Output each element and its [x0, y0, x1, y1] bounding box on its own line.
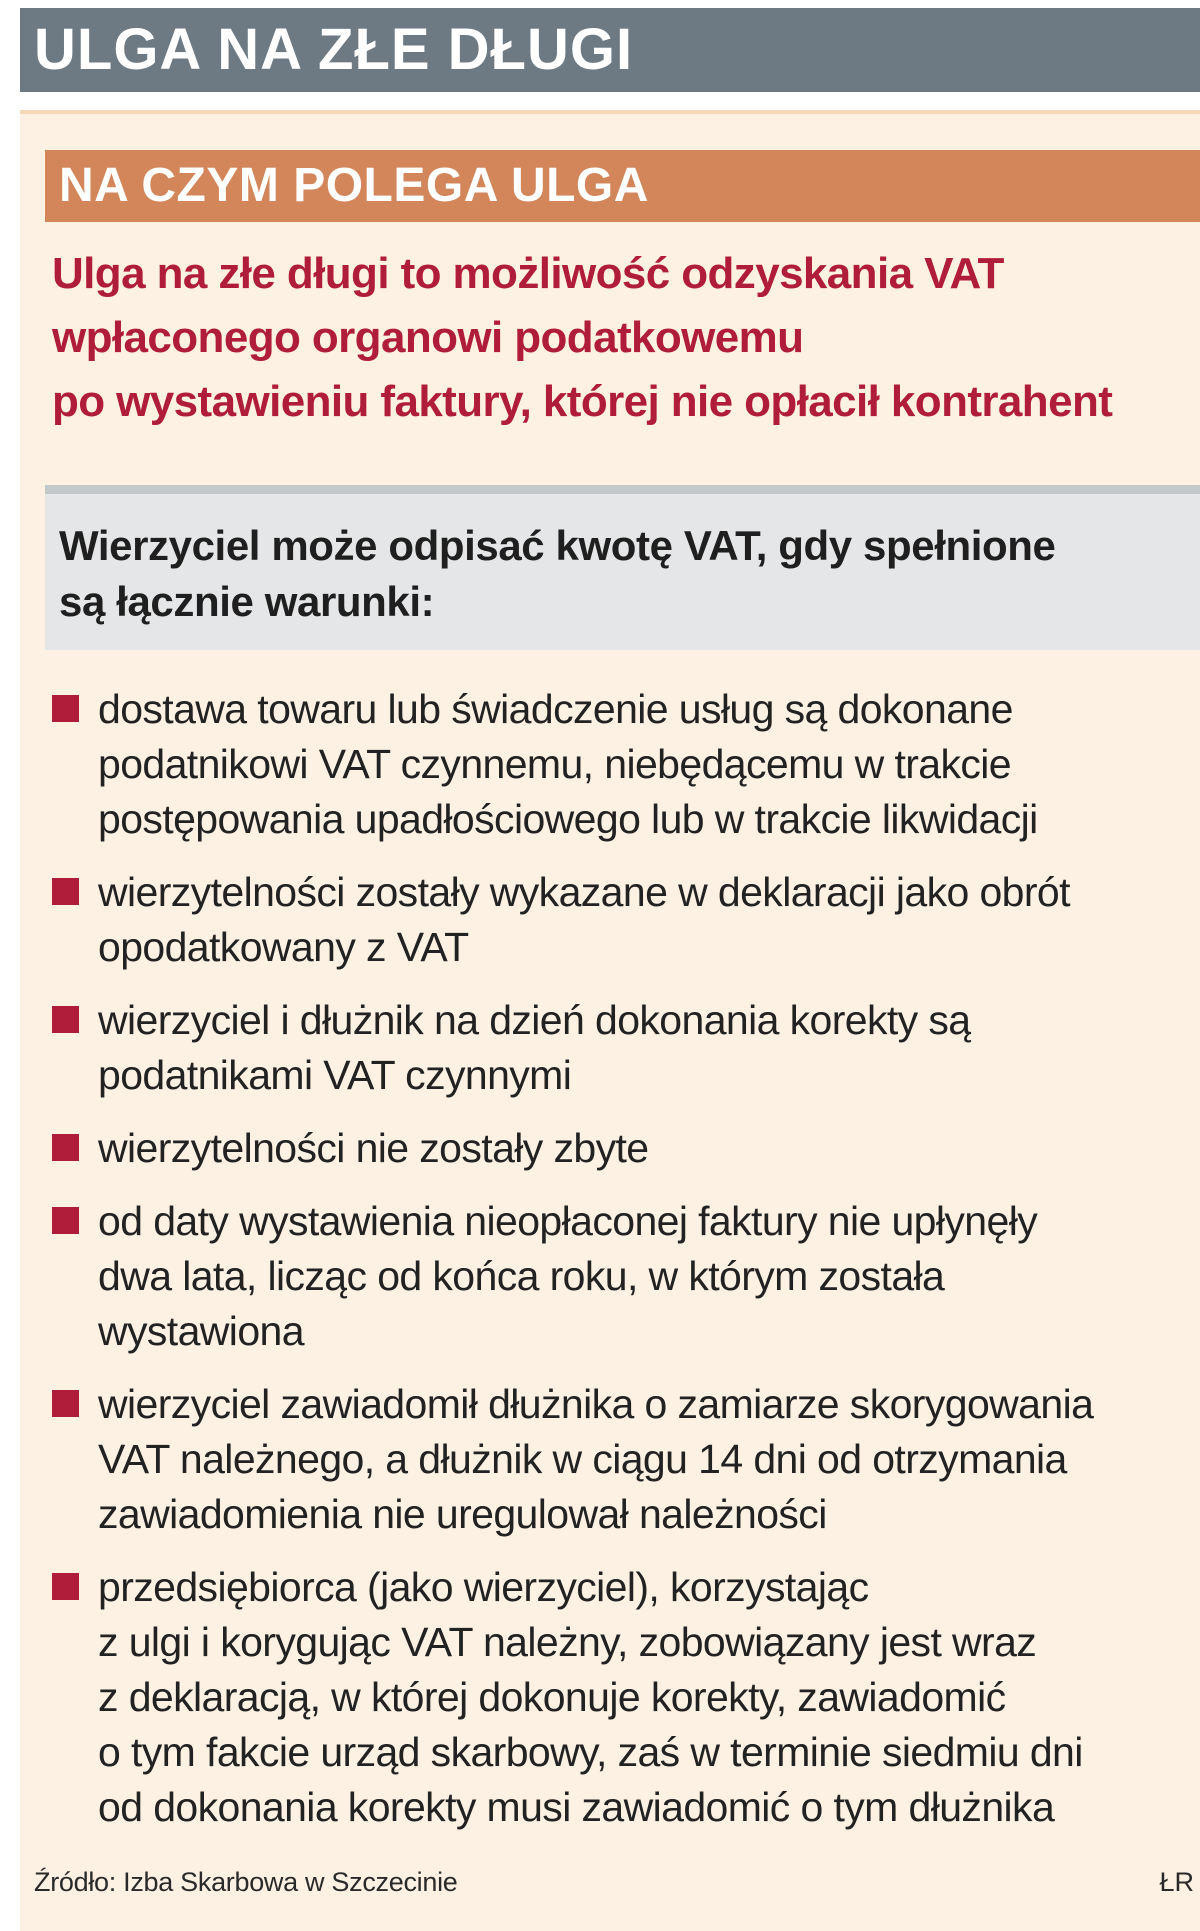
- conditions-list: [52, 682, 1197, 1853]
- source-credit: Źródło: Izba Skarbowa w Szczecinie: [34, 1867, 458, 1897]
- intro-text: [52, 242, 1197, 434]
- list-item: [52, 1560, 1197, 1835]
- square-bullet-icon: [52, 1134, 79, 1161]
- author-signature: ŁR: [1159, 1867, 1194, 1897]
- intro-line: po wystawieniu faktury, której nie opłacił kontrahent: [52, 377, 1113, 426]
- list-item-line: wystawiona: [98, 1308, 304, 1354]
- list-item: [52, 682, 1197, 847]
- list-item: [52, 993, 1197, 1103]
- square-bullet-icon: [52, 1006, 79, 1033]
- list-item: [52, 1194, 1197, 1359]
- list-item-line: z ulgi i korygując VAT należny, zobowiązany jest wraz: [98, 1619, 1037, 1665]
- list-item-line: wierzytelności nie zostały zbyte: [98, 1125, 649, 1171]
- list-item-line: podatnikami VAT czynnymi: [98, 1052, 572, 1098]
- list-item-line: od dokonania korekty musi zawiadomić o tym dłużnika: [98, 1784, 1055, 1830]
- list-item-line: postępowania upadłościowego lub w trakcie likwidacji: [98, 796, 1038, 842]
- list-item-line: dostawa towaru lub świadczenie usług są dokonane: [98, 686, 1013, 732]
- list-item-line: opodatkowany z VAT: [98, 924, 469, 970]
- square-bullet-icon: [52, 1573, 79, 1600]
- list-item-line: o tym fakcie urząd skarbowy, zaś w terminie siedmiu dni: [98, 1729, 1083, 1775]
- list-item-line: wierzytelności zostały wykazane w deklaracji jako obrót: [98, 869, 1070, 915]
- list-item-line: wierzyciel zawiadomił dłużnika o zamiarze skorygowania: [98, 1381, 1094, 1427]
- list-item-line: podatnikowi VAT czynnemu, niebędącemu w trakcie: [98, 741, 1011, 787]
- square-bullet-icon: [52, 878, 79, 905]
- info-panel: [20, 110, 1200, 1931]
- list-item-line: od daty wystawienia nieopłaconej faktury nie upłynęły: [98, 1198, 1038, 1244]
- list-item-line: zawiadomienia nie uregulował należności: [98, 1491, 827, 1537]
- conditions-line: są łącznie warunki:: [59, 578, 435, 625]
- conditions-line: Wierzyciel może odpisać kwotę VAT, gdy spełnione: [59, 522, 1056, 569]
- square-bullet-icon: [52, 695, 79, 722]
- list-item-line: dwa lata, licząc od końca roku, w którym została: [98, 1253, 945, 1299]
- list-item-line: przedsiębiorca (jako wierzyciel), korzystając: [98, 1564, 869, 1610]
- list-item: [52, 1377, 1197, 1542]
- list-item: [52, 1121, 1197, 1176]
- section-header: NA CZYM POLEGA ULGA: [45, 150, 1200, 222]
- square-bullet-icon: [52, 1390, 79, 1417]
- intro-line: Ulga na złe długi to możliwość odzyskania VAT: [52, 249, 1004, 298]
- page-title: ULGA NA ZŁE DŁUGI: [20, 8, 1200, 92]
- intro-line: wpłaconego organowi podatkowemu: [52, 313, 804, 362]
- list-item-line: VAT należnego, a dłużnik w ciągu 14 dni od otrzymania: [98, 1436, 1067, 1482]
- conditions-heading: [45, 485, 1200, 650]
- list-item: [52, 865, 1197, 975]
- list-item-line: z deklaracją, w której dokonuje korekty, zawiadomić: [98, 1674, 1006, 1720]
- list-item-line: wierzyciel i dłużnik na dzień dokonania korekty są: [98, 997, 971, 1043]
- square-bullet-icon: [52, 1207, 79, 1234]
